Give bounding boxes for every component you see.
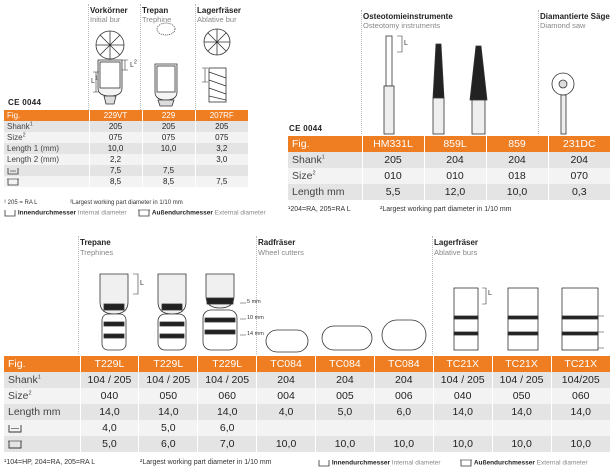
external-diameter-icon (8, 440, 22, 449)
table-cell: 4,0 (257, 404, 316, 420)
vorkoerner-subtitle: Initial bur (90, 15, 121, 24)
table-row (4, 404, 610, 420)
fig-label: Fig. (288, 136, 362, 152)
table-cell (142, 154, 195, 165)
table-cell: 010 (424, 168, 486, 184)
vorkoerner-title: Vorkörner (90, 6, 128, 15)
radfraeser-title: Radfräser (258, 238, 296, 247)
ablative-burs-drawing (454, 288, 604, 350)
row-label-text: Shank (7, 122, 30, 131)
table-cell: 0,3 (548, 184, 610, 200)
ablative-bur-drawing (202, 29, 230, 102)
row-label-text: Shank (292, 154, 322, 166)
fig-cell: TC084 (257, 356, 316, 372)
fig-cell: 207RF (195, 110, 248, 121)
table-cell: 006 (374, 388, 433, 404)
fig-cell: 229VT (89, 110, 142, 121)
table-cell: 040 (433, 388, 492, 404)
footnote-size-top-right: ²Largest working part diameter in 1/10 mm (380, 206, 512, 213)
fig-cell: T229L (198, 356, 257, 372)
table-cell: 104 / 205 (492, 372, 551, 388)
table-row (4, 176, 248, 187)
spec-table-top-left (4, 110, 248, 187)
footnote-ref: 2 (28, 390, 32, 397)
row-label-text: Size (292, 170, 313, 182)
external-diameter-icon (138, 209, 150, 217)
table-row (4, 420, 610, 436)
table-cell: 104/205 (551, 372, 610, 388)
table-cell: 7,5 (142, 165, 195, 176)
fig-label: Fig. (4, 110, 89, 121)
internal-diameter-icon (8, 424, 22, 433)
table-cell: 12,0 (424, 184, 486, 200)
table-row (4, 154, 248, 165)
row-label: Length 2 (mm) (4, 154, 89, 165)
table-cell: 14,0 (551, 404, 610, 420)
table-cell (374, 420, 433, 436)
label-L1 (91, 75, 98, 85)
footnote-size-top-left: ²Largest working part diameter in 1/10 mm (70, 200, 183, 206)
row-label-text: Shank (8, 374, 38, 386)
table-cell: 060 (198, 388, 257, 404)
table-cell: 5,0 (80, 436, 139, 452)
table-row (4, 132, 248, 143)
internal-diameter-icon (4, 209, 16, 217)
footnote-shank-bottom: ¹104=HP, 204=RA, 205=RA L (4, 459, 96, 466)
footnote-ref: 1 (321, 154, 325, 161)
footnote-ref: 1 (29, 121, 33, 128)
trephine-drawing (155, 23, 177, 106)
label-L-ablative: L (488, 290, 492, 297)
fig-cell: TC21X (433, 356, 492, 372)
legend-external-de: Außendurchmesser (473, 459, 535, 467)
table-row (4, 143, 248, 154)
table-row (4, 165, 248, 176)
trepan-title: Trepan (142, 6, 169, 15)
table-cell: 104 / 205 (139, 372, 198, 388)
table-cell: 204 (548, 152, 610, 168)
table-row (4, 436, 610, 452)
row-label: Length mm (288, 184, 362, 200)
internal-diameter-icon (318, 459, 330, 467)
table-cell: 050 (492, 388, 551, 404)
footnote-ref: 2 (312, 170, 316, 177)
spec-table-top-right (288, 136, 610, 200)
table-cell: 4,0 (80, 420, 139, 436)
osteotomy-drawing (384, 36, 574, 134)
table-cell: 205 (362, 152, 424, 168)
table-cell: 14,0 (198, 404, 257, 420)
table-cell: 10,0 (257, 436, 316, 452)
table-cell: 6,0 (374, 404, 433, 420)
table-cell: 8,5 (142, 176, 195, 187)
row-label (4, 436, 80, 452)
table-cell: 10,0 (551, 436, 610, 452)
legend-internal-en: Internal diameter (391, 459, 441, 467)
fig-cell: T229L (80, 356, 139, 372)
label-L2-text: L (130, 62, 134, 69)
legend-internal-de: Innendurchmesser (331, 459, 390, 467)
table-cell: 8,5 (89, 176, 142, 187)
table-cell: 040 (80, 388, 139, 404)
fig-cell: 859 (486, 136, 548, 152)
table-cell (195, 165, 248, 176)
row-label-text: Size (8, 390, 29, 402)
table-cell: 010 (362, 168, 424, 184)
table-cell: 10,0 (316, 436, 375, 452)
table-cell: 10,0 (374, 436, 433, 452)
diamant-title: Diamantierte Säge (540, 12, 610, 21)
table-cell (492, 420, 551, 436)
table-row (288, 168, 610, 184)
table-cell: 205 (195, 121, 248, 132)
table-cell: 14,0 (80, 404, 139, 420)
fig-label: Fig. (4, 356, 80, 372)
table-cell (257, 420, 316, 436)
row-label (288, 168, 362, 184)
table-cell: 205 (89, 121, 142, 132)
table-cell: 5,0 (139, 420, 198, 436)
fig-cell: TC21X (551, 356, 610, 372)
label-L-trephines: L (140, 280, 144, 287)
spec-table-bottom (4, 356, 610, 452)
table-cell: 204 (316, 372, 375, 388)
legend-internal-top (4, 209, 127, 217)
table-cell: 10,0 (492, 436, 551, 452)
wheel-cutters-drawing (266, 320, 426, 352)
ce-mark-left: CE 0044 (8, 98, 42, 107)
table-cell: 5,0 (316, 404, 375, 420)
lagerfraeser-subtitle: Ablative bur (197, 15, 237, 24)
ce-mark-right: CE 0044 (289, 124, 323, 133)
internal-diameter-icon (7, 167, 19, 175)
table-cell (316, 420, 375, 436)
table-cell (433, 420, 492, 436)
table-row (4, 121, 248, 132)
label-L1-text: L (91, 78, 95, 85)
osteotomie-subtitle: Osteotomy instruments (363, 21, 441, 30)
footnote-shank-top-right: ¹204=RA, 205=RA L (288, 206, 351, 213)
table-cell: 075 (195, 132, 248, 143)
table-cell: 204 (374, 372, 433, 388)
label-L-osteotomy: L (404, 40, 408, 47)
row-label (4, 121, 89, 132)
table-row (288, 152, 610, 168)
table-cell: 204 (257, 372, 316, 388)
table-cell: 5,5 (362, 184, 424, 200)
table-cell: 104 / 205 (198, 372, 257, 388)
label-5mm-trephines: 5 mm (247, 299, 261, 305)
table-cell: 3,0 (195, 154, 248, 165)
table-cell: 7,0 (198, 436, 257, 452)
legend-external-de: Außendurchmesser (151, 209, 213, 217)
label-10mm-trephines: 10 mm (247, 315, 264, 321)
table-cell: 070 (548, 168, 610, 184)
footnote-shank-top-left: ¹ 205 = RA L (4, 200, 38, 206)
table-row (288, 184, 610, 200)
trepane-title: Trepane (80, 238, 111, 247)
legend-external-top (138, 209, 266, 217)
fig-cell: 231DC (548, 136, 610, 152)
fig-cell: TC084 (374, 356, 433, 372)
trephines-drawing (100, 274, 246, 350)
table-cell: 004 (257, 388, 316, 404)
fig-cell: TC21X (492, 356, 551, 372)
row-label (4, 388, 80, 404)
initial-bur-drawing (93, 31, 128, 104)
table-cell: 050 (139, 388, 198, 404)
table-row (4, 388, 610, 404)
table-cell: 7,5 (195, 176, 248, 187)
external-diameter-icon (7, 178, 19, 186)
trepane-subtitle: Trephines (80, 248, 114, 257)
fig-cell: 859L (424, 136, 486, 152)
legend-internal-bottom (318, 459, 441, 467)
table-cell: 6,0 (198, 420, 257, 436)
row-label (4, 420, 80, 436)
external-diameter-icon (460, 459, 472, 467)
legend-internal-en: Internal diameter (77, 209, 127, 217)
table-cell: 10,0 (433, 436, 492, 452)
table-cell: 060 (551, 388, 610, 404)
row-label (288, 152, 362, 168)
table-cell: 10,0 (89, 143, 142, 154)
fig-cell: HM331L (362, 136, 424, 152)
table-cell: 018 (486, 168, 548, 184)
legend-internal-de: Innendurchmesser (17, 209, 76, 217)
label-L1-index: 1 (94, 75, 98, 82)
table-cell: 204 (424, 152, 486, 168)
fig-cell: 229 (142, 110, 195, 121)
table-cell: 14,0 (433, 404, 492, 420)
table-cell: 204 (486, 152, 548, 168)
legend-external-bottom (460, 459, 588, 467)
table-cell: 3,2 (195, 143, 248, 154)
table-header-row (288, 136, 610, 152)
table-cell: 2,2 (89, 154, 142, 165)
table-cell: 7,5 (89, 165, 142, 176)
footnote-size-bottom: ²Largest working part diameter in 1/10 mm (140, 459, 272, 466)
table-cell (551, 420, 610, 436)
legend-external-en: External diameter (214, 209, 266, 217)
table-cell: 104 / 205 (80, 372, 139, 388)
label-14mm-trephines: 14 mm (247, 331, 264, 337)
table-header-row (4, 356, 610, 372)
row-label-text: Size (7, 133, 23, 142)
row-label (4, 132, 89, 143)
fig-cell: TC084 (316, 356, 375, 372)
table-header-row (4, 110, 248, 121)
radfraeser-subtitle: Wheel cutters (258, 248, 304, 257)
lagerfraeser-bottom-subtitle: Ablative burs (434, 248, 478, 257)
table-cell: 10,0 (142, 143, 195, 154)
footnote-ref: 1 (37, 374, 41, 381)
row-label (4, 176, 89, 187)
fig-cell: T229L (139, 356, 198, 372)
row-label: Length 1 (mm) (4, 143, 89, 154)
lagerfraeser-bottom-title: Lagerfräser (434, 238, 479, 247)
label-L2 (130, 59, 137, 69)
lagerfraeser-title: Lagerfräser (197, 6, 242, 15)
diamant-subtitle: Diamond saw (540, 21, 586, 30)
osteotomie-title: Osteotomieinstrumente (363, 12, 453, 21)
label-L2-index: 2 (133, 59, 137, 66)
row-label (4, 165, 89, 176)
table-cell: 005 (316, 388, 375, 404)
table-cell: 205 (142, 121, 195, 132)
footnote-ref: 2 (22, 132, 26, 139)
row-label: Length mm (4, 404, 80, 420)
legend-external-en: External diameter (536, 459, 588, 467)
table-cell: 14,0 (139, 404, 198, 420)
table-row (4, 372, 610, 388)
table-cell: 14,0 (492, 404, 551, 420)
table-cell: 075 (142, 132, 195, 143)
row-label (4, 372, 80, 388)
trepan-subtitle: Trephine (142, 15, 172, 24)
table-cell: 104 / 205 (433, 372, 492, 388)
table-cell: 6,0 (139, 436, 198, 452)
table-cell: 075 (89, 132, 142, 143)
table-cell: 10,0 (486, 184, 548, 200)
